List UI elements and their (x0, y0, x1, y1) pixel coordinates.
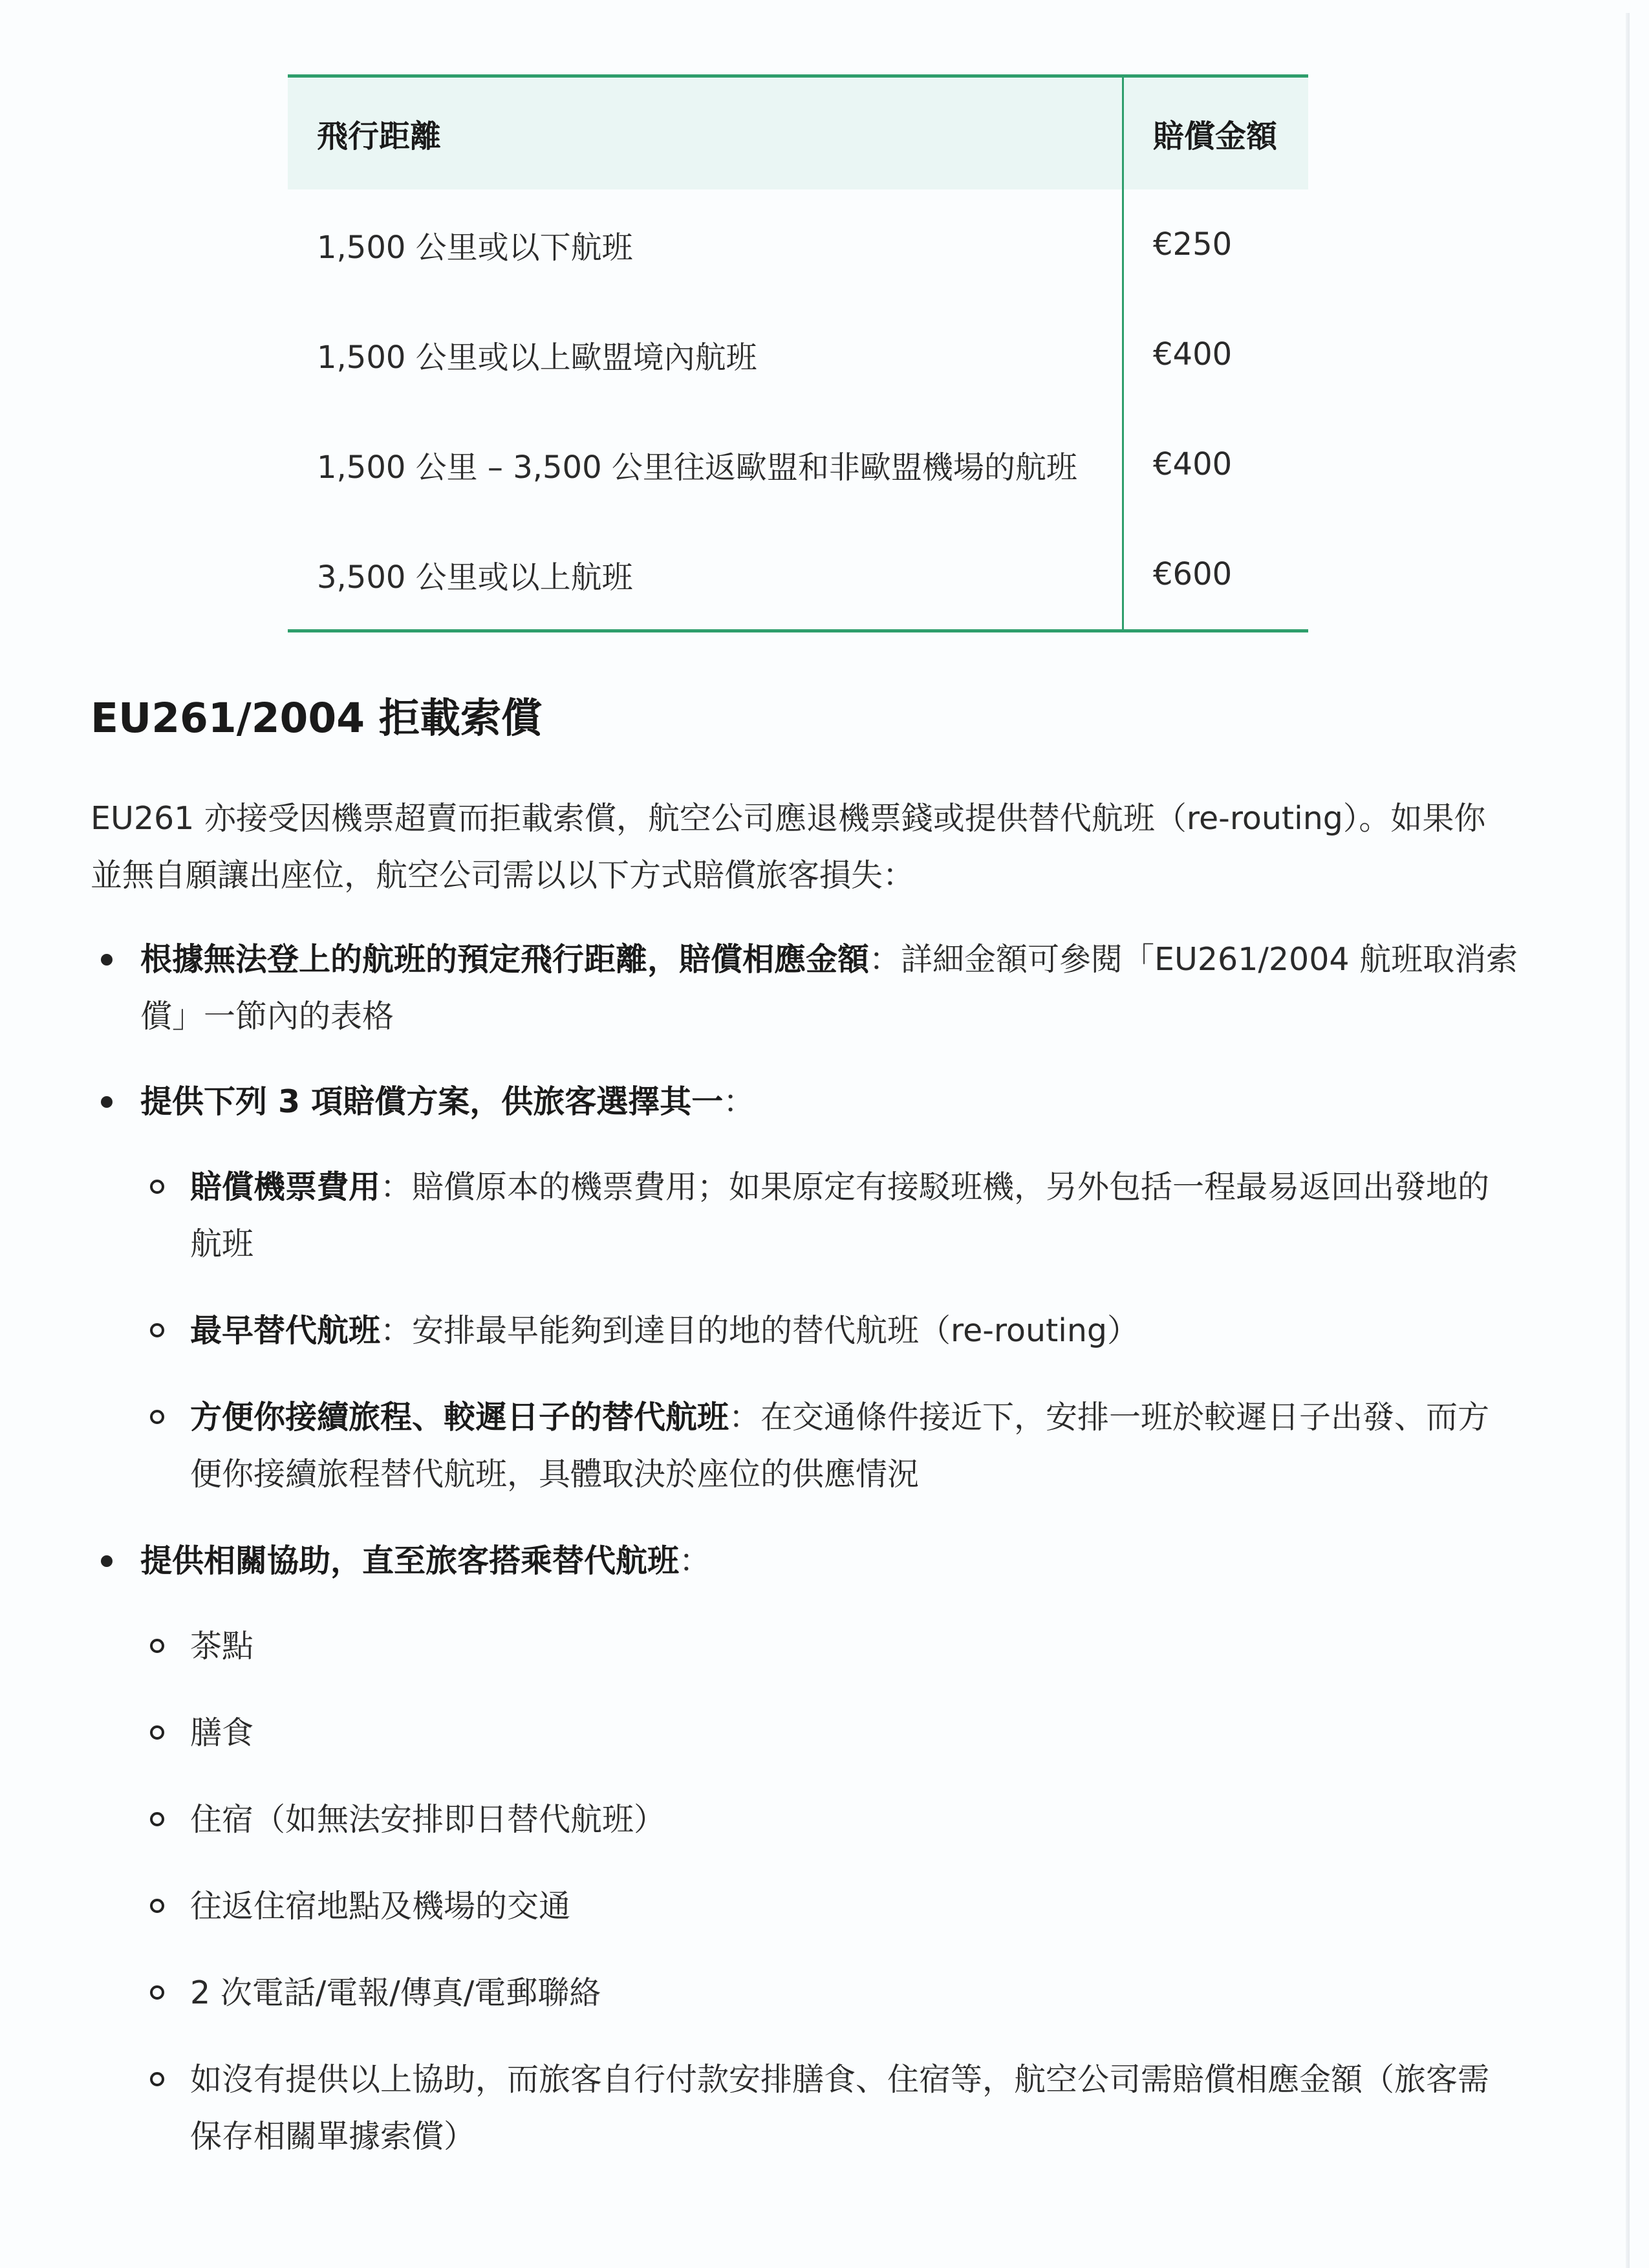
sub-list-item (140, 1618, 1520, 1675)
distance-cell: 1,500 公里或以上歐盟境內航班 (317, 339, 757, 376)
circle-bullet-icon (150, 1180, 164, 1194)
sub-list-item (140, 1878, 1520, 1935)
list-item (91, 1074, 1520, 1503)
list-item-heading: 提供相關協助，直至旅客搭乘替代航班 (140, 1542, 680, 1579)
list-item (91, 1533, 1520, 2165)
list-item-heading: 根據無法登上的航班的預定飛行距離，賠償相應金額 (140, 941, 870, 978)
table-header-row (288, 76, 1308, 190)
sub-list-item (140, 1389, 1520, 1503)
table-row (288, 519, 1308, 631)
section-title: EU261/2004 拒載索償 (91, 695, 542, 742)
header-amount: 賠償金額 (1123, 76, 1309, 190)
compensation-list (91, 931, 1520, 2195)
list-item (91, 931, 1520, 1045)
circle-bullet-icon (150, 1725, 164, 1740)
sub-list-item (140, 1705, 1520, 1762)
sub-list-item (140, 1965, 1520, 2022)
sub-item-text: ：安排最早能夠到達目的地的替代航班（re-routing） (380, 1312, 1139, 1349)
table-row (288, 299, 1308, 409)
circle-bullet-icon (150, 2072, 164, 2086)
table-row (288, 189, 1308, 299)
circle-bullet-icon (150, 1410, 164, 1424)
sub-item-heading: 最早替代航班 (190, 1312, 381, 1349)
compensation-table (288, 74, 1308, 632)
table-row (288, 409, 1308, 519)
sub-item-heading: 賠償機票費用 (190, 1169, 381, 1205)
amount-cell: €400 (1123, 409, 1309, 519)
circle-bullet-icon (150, 1812, 164, 1826)
scan-edge (1626, 13, 1630, 2268)
list-item-text: ： (679, 1542, 711, 1579)
distance-cell: 1,500 公里 – 3,500 公里往返歐盟和非歐盟機場的航班 (317, 449, 1077, 486)
bullet-icon (101, 1096, 113, 1108)
sub-list-item (140, 1791, 1520, 1848)
amount-cell: €600 (1123, 519, 1309, 631)
distance-cell: 1,500 公里或以下航班 (317, 229, 633, 266)
circle-bullet-icon (150, 1899, 164, 1913)
list-item-heading: 提供下列 3 項賠償方案，供旅客選擇其一 (140, 1083, 724, 1120)
circle-bullet-icon (150, 1323, 164, 1337)
sub-item-text: ：賠償原本的機票費用；如果原定有接駁班機，另外包括一程最易返回出發地的航班 (190, 1169, 1490, 1262)
sub-item-text: 2 次電話/電報/傳真/電郵聯絡 (190, 1974, 601, 2011)
header-distance: 飛行距離 (288, 76, 1123, 190)
intro-paragraph: EU261 亦接受因機票超賣而拒載索償，航空公司應退機票錢或提供替代航班（re-routing）。如果你並無自願讓出座位，航空公司需以以下方式賠償旅客損失： (91, 800, 1486, 894)
sub-item-heading: 方便你接續旅程、較遲日子的替代航班 (190, 1399, 729, 1436)
sub-list-item (140, 2051, 1520, 2165)
sub-item-text: ：在交通條件接近下，安排一班於較遲日子出發、而方便你接續旅程替代航班，具體取決於座位的供應情況 (190, 1399, 1490, 1493)
sub-list-item (140, 1302, 1520, 1359)
circle-bullet-icon (150, 1985, 164, 2000)
circle-bullet-icon (150, 1639, 164, 1653)
amount-cell: €400 (1123, 299, 1309, 409)
list-item-text: ： (723, 1083, 755, 1120)
sub-item-text: 如沒有提供以上協助，而旅客自行付款安排膳食、住宿等，航空公司需賠償相應金額（旅客需保存相關單據索償） (190, 2061, 1490, 2155)
sub-item-text: 膳食 (190, 1714, 254, 1751)
sub-item-text: 往返住宿地點及機場的交通 (190, 1888, 571, 1925)
sub-list-item (140, 1159, 1520, 1273)
bullet-icon (101, 954, 113, 966)
sub-item-text: 住宿（如無法安排即日替代航班） (190, 1801, 666, 1838)
distance-cell: 3,500 公里或以上航班 (317, 559, 633, 596)
sub-item-text: 茶點 (190, 1628, 254, 1665)
amount-cell: €250 (1123, 189, 1309, 299)
list-item-text: ：詳細金額可參閱「EU261/2004 航班取消索償」一節內的表格 (140, 941, 1518, 1035)
bullet-icon (101, 1555, 113, 1567)
